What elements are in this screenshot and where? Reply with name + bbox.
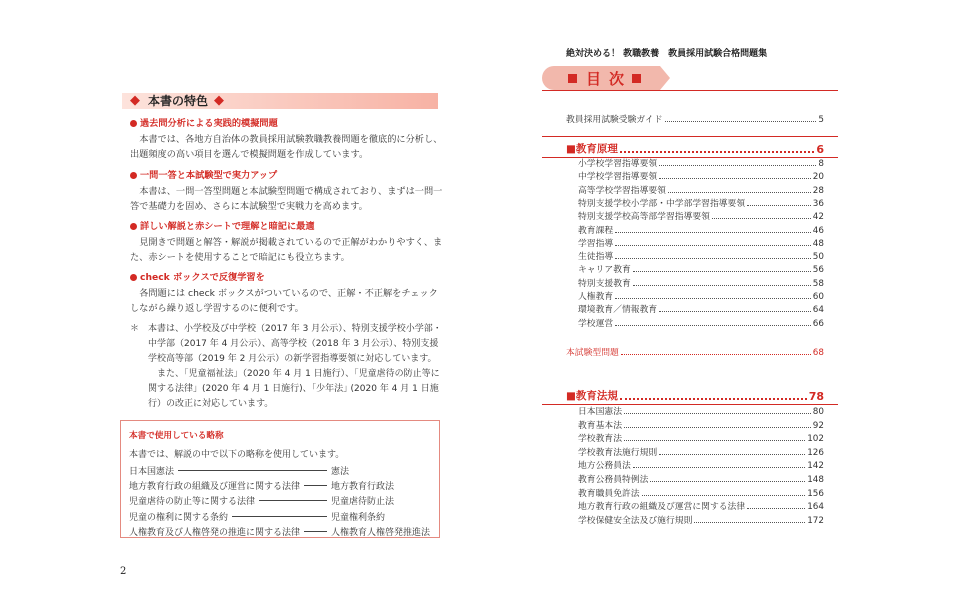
toc-entry-page: 50 [812, 252, 824, 263]
leader-dots [747, 508, 805, 509]
leader-dots [615, 258, 811, 259]
toc-entry-label: 本試験型問題 [566, 348, 619, 358]
toc-entry[interactable] [578, 263, 824, 275]
toc-entry[interactable] [578, 500, 824, 512]
abbreviation-short: 人権教育人権啓発推進法 [331, 527, 431, 538]
bullet-icon [130, 120, 137, 127]
abbreviation-row [129, 493, 433, 508]
features-title: 本書の特色 [148, 94, 209, 108]
toc-entry-page: 126 [807, 447, 824, 458]
toc-entry-label: キャリア教育 [578, 265, 631, 276]
toc-entry[interactable] [578, 210, 824, 222]
toc-entry-label: 地方公務員法 [578, 461, 631, 472]
abbreviation-full: 児童虐待の防止等に関する法律 [129, 497, 256, 508]
leader-dots [633, 467, 805, 468]
toc-entry[interactable] [578, 317, 824, 329]
toc-entry-label: 特別支援教育 [578, 278, 631, 289]
note-text: 本書は、小学校及び中学校（2017 年 3 月公示）、特別支援学校小学部・中学部（2017 年 4 月公示）、高等学校（2018 年 3 月公示）、特別支援学校高等部（2019 年 2 月公示）の新学習指導要領に対応しています。 [148, 324, 442, 364]
leader-dots [633, 271, 811, 272]
toc-entry[interactable] [578, 197, 824, 209]
abbreviation-short: 児童権利条約 [331, 512, 386, 523]
toc-entry-label: 教員採用試験受験ガイド [566, 115, 663, 125]
leader-dots [668, 192, 811, 193]
page-number: 2 [120, 566, 127, 577]
note-marker: ＊ [130, 324, 140, 334]
toc-entry-label: 学習指導 [578, 238, 614, 249]
toc-entry[interactable] [578, 290, 824, 302]
leader-dots [747, 205, 811, 206]
toc-entry-label: 日本国憲法 [578, 407, 622, 417]
leader-dots [620, 398, 807, 400]
bullet-icon [130, 274, 137, 281]
leader-dots [694, 522, 805, 523]
toc-title: 目次 [586, 70, 633, 88]
features-header [122, 93, 438, 109]
abbreviation-title: 本書で使用している略称 [129, 431, 224, 441]
leader-dots [659, 178, 811, 179]
feature-heading: 過去問分析による実践的模擬問題 [140, 118, 278, 129]
leader-dots [621, 354, 811, 355]
feature-body: 本書では、各地方自治体の教員採用試験教職教養問題を徹底的に分析し、出題頻度の高い項目を選んで模擬問題を作成しています。 [130, 133, 443, 160]
toc-entry-label: 高等学校学習指導要領 [578, 185, 666, 196]
toc-section-title: ■教育法規 [566, 390, 618, 402]
leader-line [178, 470, 327, 471]
leader-dots [650, 481, 805, 482]
leader-dots [659, 165, 816, 166]
feature-item [130, 168, 446, 215]
toc-entry-page: 60 [812, 292, 824, 302]
toc-entry-page: 102 [807, 434, 824, 445]
abbreviation-box [120, 420, 440, 538]
abbreviation-row [129, 463, 433, 478]
toc-entry-label: 生徒指導 [578, 252, 614, 263]
abbreviation-full: 地方教育行政の組織及び運営に関する法律 [129, 482, 301, 493]
toc-entry-exam[interactable] [566, 346, 824, 358]
leader-dots [620, 151, 814, 153]
toc-entry-page: 42 [812, 212, 824, 223]
abbreviation-row [129, 478, 433, 493]
leader-line [304, 485, 327, 486]
toc-entry-page: 20 [812, 172, 824, 183]
toc-entry[interactable] [578, 250, 824, 262]
toc-entry[interactable] [578, 432, 824, 444]
abbreviation-full: 児童の権利に関する条約 [129, 512, 229, 523]
abbreviation-short: 憲法 [331, 467, 350, 478]
toc-entry-page: 28 [812, 185, 824, 196]
leader-dots [615, 245, 811, 246]
toc-entry-label: 地方教育行政の組織及び運営に関する法律 [578, 502, 746, 513]
leader-dots [712, 218, 811, 219]
toc-entry-label: 特別支援学校小学部・中学部学習指導要領 [578, 198, 746, 209]
toc-entry-page: 172 [807, 515, 824, 526]
toc-entry[interactable] [578, 487, 824, 499]
abbreviation-short: 地方教育行政法 [331, 482, 395, 493]
toc-entry-label: 人権教育 [578, 292, 614, 302]
toc-entry[interactable] [578, 277, 824, 289]
toc-entry[interactable] [578, 405, 824, 417]
toc-entry-page: 56 [812, 265, 824, 276]
edition-note [130, 322, 442, 412]
toc-entry-page: 66 [812, 318, 824, 329]
leader-dots [624, 440, 805, 441]
leader-line [304, 531, 327, 532]
toc-entry-page: 5 [818, 115, 824, 125]
feature-heading: check ボックスで反復学習を [140, 272, 265, 283]
leader-dots [633, 285, 811, 286]
abbreviation-full: 日本国憲法 [129, 467, 175, 478]
abbreviation-intro: 本書では、解説の中で以下の略称を使用しています。 [129, 450, 345, 460]
toc-entry[interactable] [578, 224, 824, 236]
leader-dots [624, 413, 811, 414]
toc-entry-guide[interactable] [566, 113, 824, 125]
feature-body: 本書は、一問一答型問題と本試験型問題で構成されており、まずは一問一答で基礎力を固め、さらに本試験型で実戦力を高めます。 [130, 185, 443, 212]
divider [542, 90, 838, 91]
leader-line [259, 500, 327, 501]
toc-entry[interactable] [578, 237, 824, 249]
toc-entry-page: 46 [812, 225, 824, 236]
toc-entry[interactable] [578, 419, 824, 431]
feature-item [130, 270, 446, 317]
toc-entry[interactable] [578, 184, 824, 196]
toc-entry[interactable] [578, 157, 824, 169]
running-head: 絶対決める！ 教職教養 教員採用試験合格問題集 [566, 49, 768, 59]
abbreviation-full: 人権教育及び人権啓発の推進に関する法律 [129, 527, 301, 538]
toc-section-page: 78 [808, 390, 824, 403]
leader-dots [659, 454, 805, 455]
toc-entry-label: 教育課程 [578, 225, 614, 236]
leader-dots [615, 325, 811, 326]
leader-dots [624, 427, 811, 428]
toc-entry-page: 48 [812, 238, 824, 249]
abbreviation-short: 児童虐待防止法 [331, 497, 395, 508]
diamond-icon: ◆ [130, 93, 140, 108]
bullet-icon [130, 223, 137, 230]
toc-section-kyoiku-genri[interactable] [566, 142, 824, 156]
leader-dots [615, 232, 811, 233]
toc-entry-label: 教育基本法 [578, 420, 622, 431]
toc-entry-page: 8 [818, 159, 824, 169]
abbreviation-row [129, 524, 433, 539]
toc-entry-label: 中学校学習指導要領 [578, 172, 658, 183]
feature-heading: 一問一答と本試験型で実力アップ [140, 170, 278, 181]
toc-entry-page: 164 [807, 502, 824, 513]
toc-entry-label: 学校保健安全法及び施行規則 [578, 515, 693, 526]
toc-entry-page: 92 [812, 420, 824, 431]
feature-item [130, 219, 446, 266]
toc-entry[interactable] [578, 170, 824, 182]
toc-banner [542, 66, 660, 90]
toc-section-title: ■教育原理 [566, 143, 618, 155]
abbreviation-row [129, 509, 433, 524]
feature-body: 見開きで問題と解答・解説が掲載されているので正解がわかりやすく、また、赤シートを使用することで暗記にも役立ちます。 [130, 236, 443, 263]
toc-entry-page: 148 [807, 475, 824, 485]
divider [542, 136, 838, 137]
leader-dots [642, 495, 806, 496]
toc-entry-label: 教育公務員特例法 [578, 475, 649, 485]
toc-entry-page: 36 [812, 198, 824, 209]
toc-entry-label: 小学校学習指導要領 [578, 159, 658, 169]
toc-entry-label: 特別支援学校高等部学習指導要領 [578, 212, 710, 223]
feature-item [130, 116, 446, 163]
toc-entry[interactable] [578, 446, 824, 458]
toc-entry-page: 142 [807, 461, 824, 472]
leader-dots [615, 298, 811, 299]
leader-line [232, 516, 327, 517]
leader-dots [665, 121, 817, 122]
note-text: また、「児童福祉法」（2020 年 4 月 1 日施行）、「児童虐待の防止等に関する法律」(2020 年 4 月 1 日施行)、｢少年法｣ (2020 年 4 月 1 日施行）の改正に対応しています。 [148, 369, 440, 409]
toc-entry-page: 58 [812, 278, 824, 289]
toc-section-page: 6 [816, 143, 824, 156]
bullet-icon [130, 172, 137, 179]
toc-entry-label: 学校教育法施行規則 [578, 447, 658, 458]
square-icon [568, 74, 577, 83]
toc-entry-label: 学校教育法 [578, 434, 622, 445]
toc-entry-label: 教育職員免許法 [578, 488, 640, 499]
toc-entry-page: 68 [812, 348, 824, 358]
toc-entry-page: 64 [812, 305, 824, 316]
feature-heading: 詳しい解説と赤シートで理解と暗記に最適 [140, 221, 315, 232]
toc-entry-label: 環境教育／情報教育 [578, 305, 658, 316]
diamond-icon: ◆ [214, 93, 224, 108]
leader-dots [659, 311, 811, 312]
toc-entry-page: 80 [812, 407, 824, 417]
toc-entry[interactable] [578, 303, 824, 315]
toc-entry[interactable] [578, 459, 824, 471]
toc-entry-page: 156 [807, 488, 824, 499]
toc-entry-label: 学校運営 [578, 318, 614, 329]
toc-entry[interactable] [578, 473, 824, 485]
square-icon [632, 74, 641, 83]
toc-section-kyoiku-hoki[interactable] [566, 389, 824, 403]
feature-body: 各問題には check ボックスがついているので、正解・不正解をチェックしながら繰り返し学習するのに便利です。 [130, 287, 438, 314]
toc-entry[interactable] [578, 514, 824, 526]
